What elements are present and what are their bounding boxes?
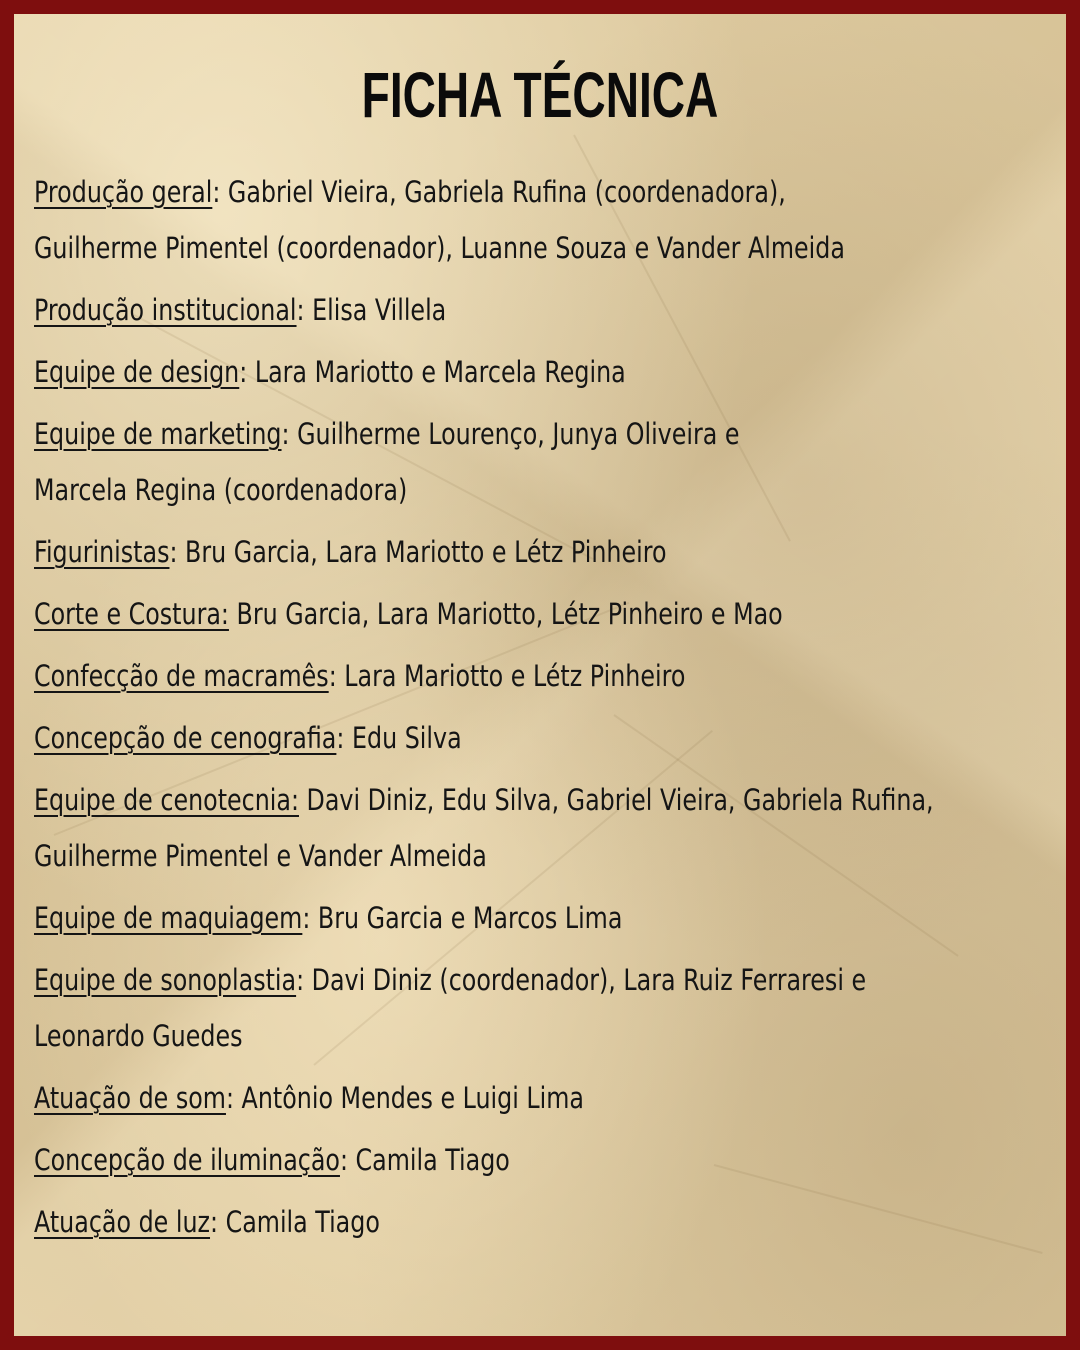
credit-entry-equipe-maquiagem (34, 890, 1043, 946)
credit-entry-producao-institucional (34, 282, 1043, 338)
credit-label: Equipe de sonoplastia (34, 963, 297, 997)
credit-names: Gabriel Vieira, Gabriela Rufina (coordenadora), (220, 175, 786, 209)
credit-label: Produção geral (34, 175, 213, 209)
credit-names-continued: Leonardo Guedes (34, 1019, 243, 1053)
credit-names: Camila Tiago (347, 1143, 510, 1177)
credit-names: Bru Garcia, Lara Mariotto e Létz Pinheiro (177, 535, 667, 569)
credit-label: Confecção de macramês (34, 659, 329, 693)
credit-separator: : (281, 417, 290, 451)
credit-entry-figurinistas (34, 524, 1043, 580)
credit-label: Atuação de luz (34, 1205, 211, 1239)
page-title: FICHA TÉCNICA (361, 59, 719, 131)
credit-names: Antônio Mendes e Luigi Lima (233, 1081, 585, 1115)
credit-separator: : (296, 293, 305, 327)
credit-label: Equipe de cenotecnia: (34, 783, 299, 817)
credit-entry-equipe-design (34, 344, 1043, 400)
credit-names: Bru Garcia e Marcos Lima (310, 901, 623, 935)
credit-entry-atuacao-som (34, 1070, 1043, 1126)
credit-names: Davi Diniz (coordenador), Lara Ruiz Ferraresi e (304, 963, 867, 997)
credit-names: Guilherme Lourenço, Junya Oliveira e (289, 417, 740, 451)
credit-entry-atuacao-luz (34, 1194, 1043, 1250)
credit-label: Equipe de maquiagem (34, 901, 303, 935)
credit-names-continued: Guilherme Pimentel (coordenador), Luanne Souza e Vander Almeida (34, 231, 845, 265)
credit-label: Produção institucional (34, 293, 297, 327)
credit-label: Equipe de marketing (34, 417, 282, 451)
credit-entry-concepcao-cenografia (34, 710, 1043, 766)
credit-separator: : (302, 901, 311, 935)
credit-entry-producao-geral (34, 164, 1043, 276)
credit-label: Figurinistas (34, 535, 170, 569)
credit-names: Lara Mariotto e Létz Pinheiro (336, 659, 686, 693)
credit-names-continued: Guilherme Pimentel e Vander Almeida (34, 839, 487, 873)
credit-label: Corte e Costura: (34, 597, 229, 631)
credit-names: Edu Silva (344, 721, 462, 755)
credit-separator: : (239, 355, 248, 389)
credit-entry-concepcao-iluminacao (34, 1132, 1043, 1188)
credit-separator: : (212, 175, 221, 209)
credit-entry-equipe-sonoplastia (34, 952, 1043, 1064)
credit-label: Concepção de iluminação (34, 1143, 340, 1177)
credit-separator: : (296, 963, 305, 997)
credit-label: Equipe de design (34, 355, 240, 389)
credit-separator: : (339, 1143, 348, 1177)
credit-separator: : (336, 721, 345, 755)
credit-entry-confeccao-macrames (34, 648, 1043, 704)
credit-separator: : (328, 659, 337, 693)
credit-names: Davi Diniz, Edu Silva, Gabriel Vieira, Gabriela Rufina, (298, 783, 934, 817)
credit-names-continued: Marcela Regina (coordenadora) (34, 473, 408, 507)
credit-names: Camila Tiago (218, 1205, 380, 1239)
paper-background (14, 14, 1066, 1336)
credit-label: Concepção de cenografia (34, 721, 337, 755)
credit-separator: : (169, 535, 178, 569)
credit-separator: : (225, 1081, 234, 1115)
credit-entry-equipe-cenotecnia (34, 772, 1043, 884)
credit-separator: : (210, 1205, 219, 1239)
credit-names: Elisa Villela (304, 293, 447, 327)
credit-entry-equipe-marketing (34, 406, 1043, 518)
credit-entry-corte-costura (34, 586, 1043, 642)
credit-names: Bru Garcia, Lara Mariotto, Létz Pinheiro e Mao (228, 597, 783, 631)
credits-list (34, 164, 1044, 1256)
credit-names: Lara Mariotto e Marcela Regina (247, 355, 626, 389)
credit-label: Atuação de som (34, 1081, 226, 1115)
